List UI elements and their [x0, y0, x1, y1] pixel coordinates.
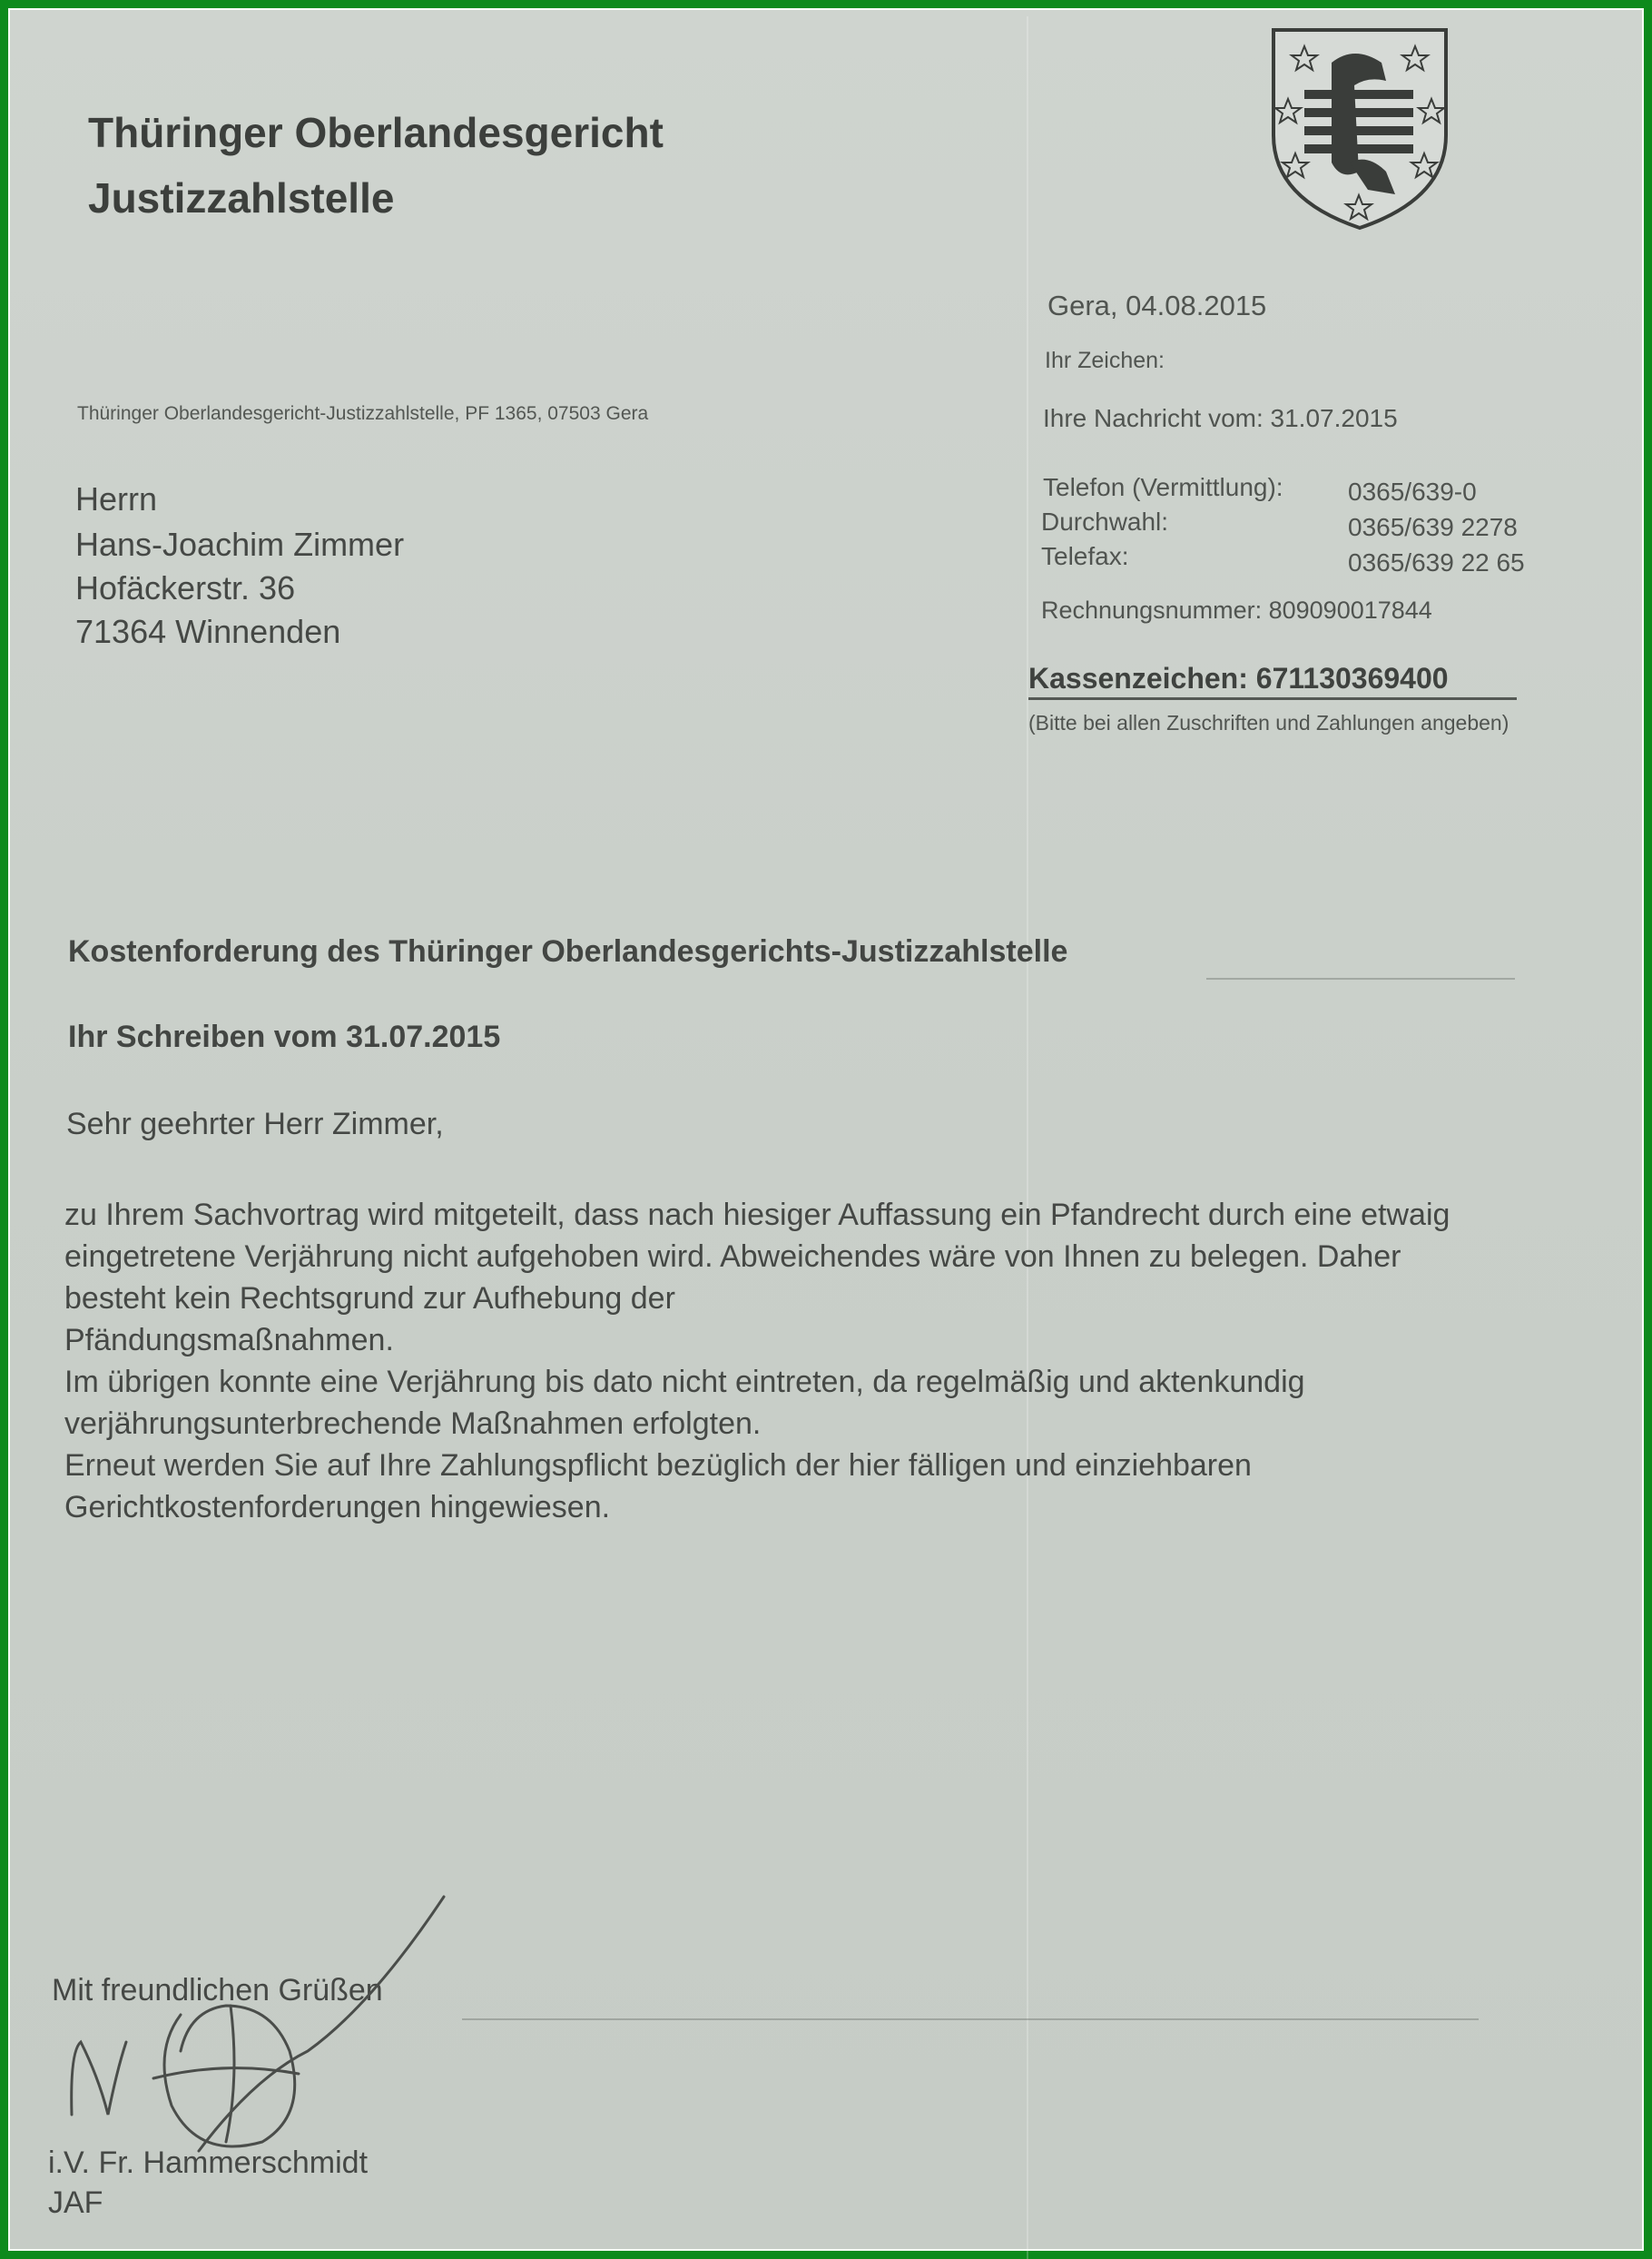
body-line: besteht kein Rechtsgrund zur Aufhebung der: [64, 1281, 675, 1316]
kassenzeichen-hinweis: (Bitte bei allen Zuschriften und Zahlungen angeben): [1028, 711, 1509, 735]
subject-reference: Ihr Schreiben vom 31.07.2015: [68, 1020, 501, 1054]
scan-artifact: [462, 2018, 1479, 2020]
greeting: Sehr geehrter Herr Zimmer,: [66, 1107, 444, 1141]
letterhead-office: Justizzahlstelle: [88, 174, 395, 222]
body-line: Erneut werden Sie auf Ihre Zahlungspflicht bezüglich der hier fälligen und einziehbaren: [64, 1448, 1252, 1483]
telefon-label: Telefon (Vermittlung):: [1043, 473, 1283, 501]
closing: Mit freundlichen Grüßen: [52, 1973, 383, 2007]
recipient-salutation: Herrn: [75, 480, 158, 518]
fold-line: [1027, 16, 1028, 2259]
subject-line: Kostenforderung des Thüringer Oberlandesgerichts-Justizzahlstelle: [68, 934, 1068, 969]
durchwahl-label: Durchwahl:: [1041, 508, 1169, 536]
place-date: Gera, 04.08.2015: [1047, 290, 1267, 321]
kassenzeichen-underline: [1028, 697, 1517, 700]
scan-artifact: [1206, 978, 1515, 980]
recipient-city: 71364 Winnenden: [75, 613, 341, 650]
durchwahl-value: 0365/639 2278: [1348, 513, 1518, 541]
telefax-value: 0365/639 22 65: [1348, 548, 1525, 577]
telefon-value: 0365/639-0: [1348, 478, 1477, 506]
body-line: verjährungsunterbrechende Maßnahmen erfolgten.: [64, 1406, 762, 1441]
initials: JAF: [48, 2185, 103, 2220]
kassenzeichen: Kassenzeichen: 671130369400: [1028, 662, 1449, 695]
recipient-name: Hans-Joachim Zimmer: [75, 526, 405, 563]
body-line: Pfändungsmaßnahmen.: [64, 1323, 394, 1357]
body-line: Gerichtkostenforderungen hingewiesen.: [64, 1490, 611, 1524]
signatory: i.V. Fr. Hammerschmidt: [48, 2146, 369, 2180]
body-line: Im übrigen konnte eine Verjährung bis dato nicht eintreten, da regelmäßig und aktenkundig: [64, 1365, 1305, 1399]
body-line: zu Ihrem Sachvortrag wird mitgeteilt, dass nach hiesiger Auffassung ein Pfandrecht durch eine etwaig: [64, 1198, 1450, 1232]
coat-of-arms-icon: [1268, 26, 1451, 232]
recipient-street: Hofäckerstr. 36: [75, 569, 296, 607]
ihr-zeichen: Ihr Zeichen:: [1045, 348, 1165, 373]
body-line: eingetretene Verjährung nicht aufgehoben wird. Abweichendes wäre von Ihnen zu belegen. Daher: [64, 1239, 1401, 1274]
rechnungsnummer: Rechnungsnummer: 809090017844: [1041, 597, 1432, 624]
ihre-nachricht: Ihre Nachricht vom: 31.07.2015: [1043, 404, 1398, 432]
telefax-label: Telefax:: [1041, 542, 1129, 570]
letterhead-court: Thüringer Oberlandesgericht: [88, 109, 664, 156]
sender-line: Thüringer Oberlandesgericht-Justizzahlstelle, PF 1365, 07503 Gera: [77, 403, 649, 424]
